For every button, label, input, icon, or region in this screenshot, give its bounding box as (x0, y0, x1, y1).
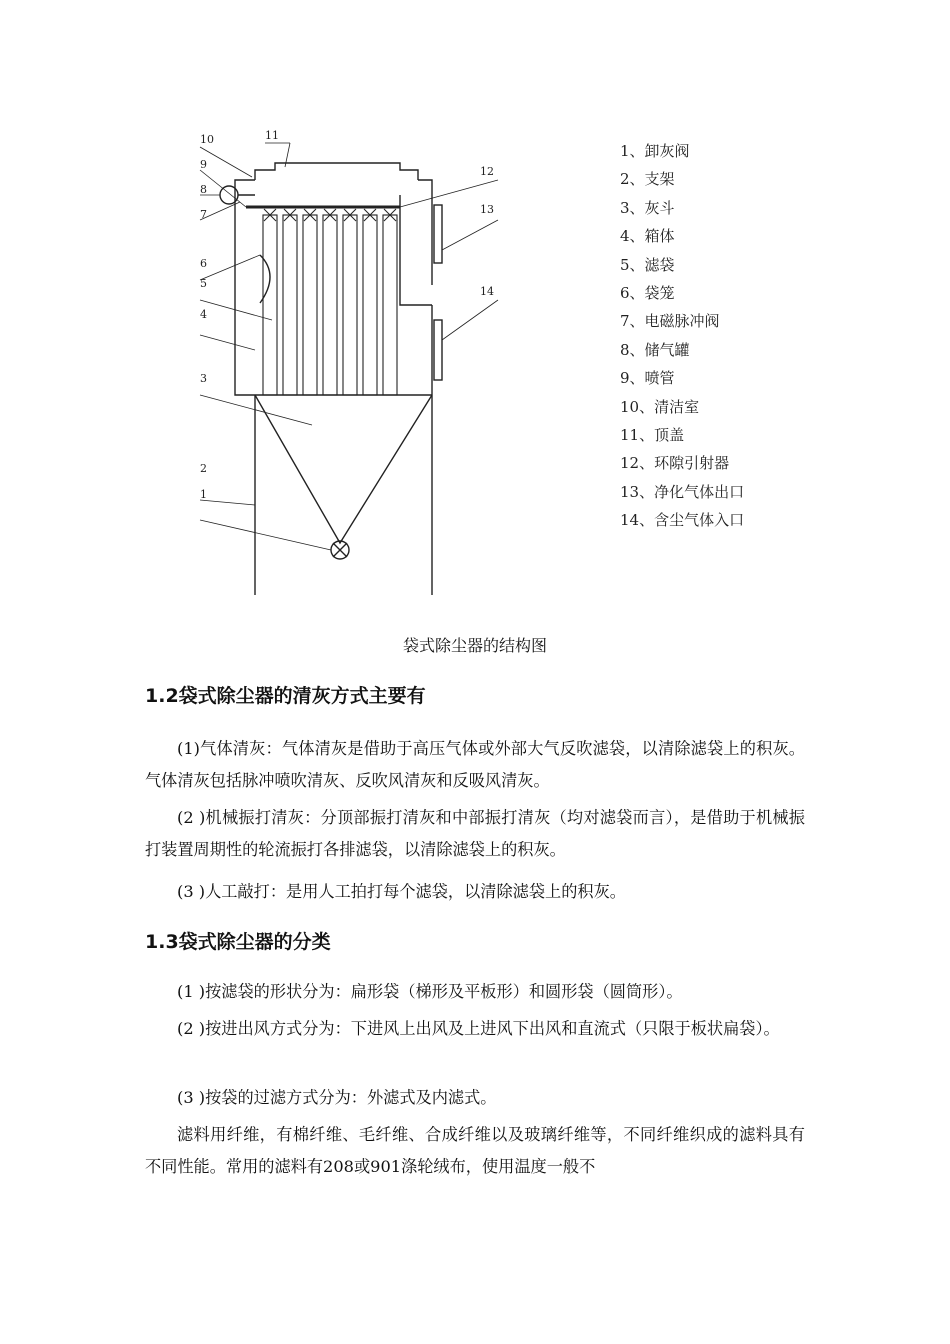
callout-4: 4 (200, 308, 207, 321)
baghouse-structure-diagram (180, 125, 510, 610)
paragraph: (1)气体清灰：气体清灰是借助于高压气体或外部大气反吹滤袋，以清除滤袋上的积灰。气体清灰包括脉冲喷吹清灰、反吹风清灰和反吸风清灰。 (145, 739, 805, 790)
section-heading-1-3: 1.3袋式除尘器的分类 (145, 931, 331, 953)
legend-item: 4、箱体 (620, 227, 675, 246)
legend-item: 14、含尘气体入口 (620, 511, 745, 530)
legend-item: 1、卸灰阀 (620, 142, 690, 160)
callout-12: 12 (480, 165, 494, 178)
paragraph: (2 )按进出风方式分为：下进风上出风及上进风下出风和直流式（只限于板状扁袋）。 (177, 1019, 780, 1038)
legend-item: 12、环隙引射器 (620, 454, 730, 473)
callout-11: 11 (265, 129, 279, 142)
callout-7: 7 (200, 208, 207, 221)
legend-item: 5、滤袋 (620, 255, 675, 274)
callout-8: 8 (200, 183, 207, 196)
legend-item: 11、顶盖 (620, 425, 685, 444)
callout-9: 9 (200, 158, 207, 171)
paragraph: (2 )机械振打清灰：分顶部振打清灰和中部振打清灰（均对滤袋而言），是借助于机械振打装置周期性的轮流振打各排滤袋，以清除滤袋上的积灰。 (145, 808, 805, 859)
legend-item: 13、净化气体出口 (620, 482, 745, 501)
callout-6: 6 (200, 257, 207, 270)
legend-item: 6、袋笼 (620, 283, 675, 302)
callout-1: 1 (200, 488, 207, 501)
paragraph: (3 )按袋的过滤方式分为：外滤式及内滤式。 (177, 1088, 497, 1107)
paragraph: (3 )人工敲打：是用人工拍打每个滤袋，以清除滤袋上的积灰。 (177, 882, 626, 901)
diagram-legend (620, 137, 744, 534)
callout-3: 3 (200, 372, 207, 385)
figure-caption: 袋式除尘器的结构图 (402, 636, 547, 655)
section-heading-1-2: 1.2袋式除尘器的清灰方式主要有 (145, 685, 426, 707)
legend-item: 3、灰斗 (620, 198, 675, 217)
legend-item: 7、电磁脉冲阀 (620, 312, 720, 331)
callout-14: 14 (480, 285, 494, 298)
callout-5: 5 (200, 277, 207, 290)
legend-item: 9、喷管 (620, 369, 675, 388)
callout-2: 2 (200, 462, 207, 475)
callout-13: 13 (480, 203, 494, 216)
paragraph: (1 )按滤袋的形状分为：扁形袋（梯形及平板形）和圆形袋（圆筒形）。 (177, 982, 683, 1001)
legend-item: 10、清洁室 (620, 397, 700, 416)
legend-item: 8、储气罐 (620, 340, 690, 359)
paragraph: 滤料用纤维，有棉纤维、毛纤维、合成纤维以及玻璃纤维等，不同纤维织成的滤料具有不同性能。常用的滤料有208或901涤轮绒布，使用温度一般不 (145, 1125, 805, 1176)
legend-item: 2、支架 (620, 170, 675, 189)
callout-10: 10 (200, 133, 214, 146)
